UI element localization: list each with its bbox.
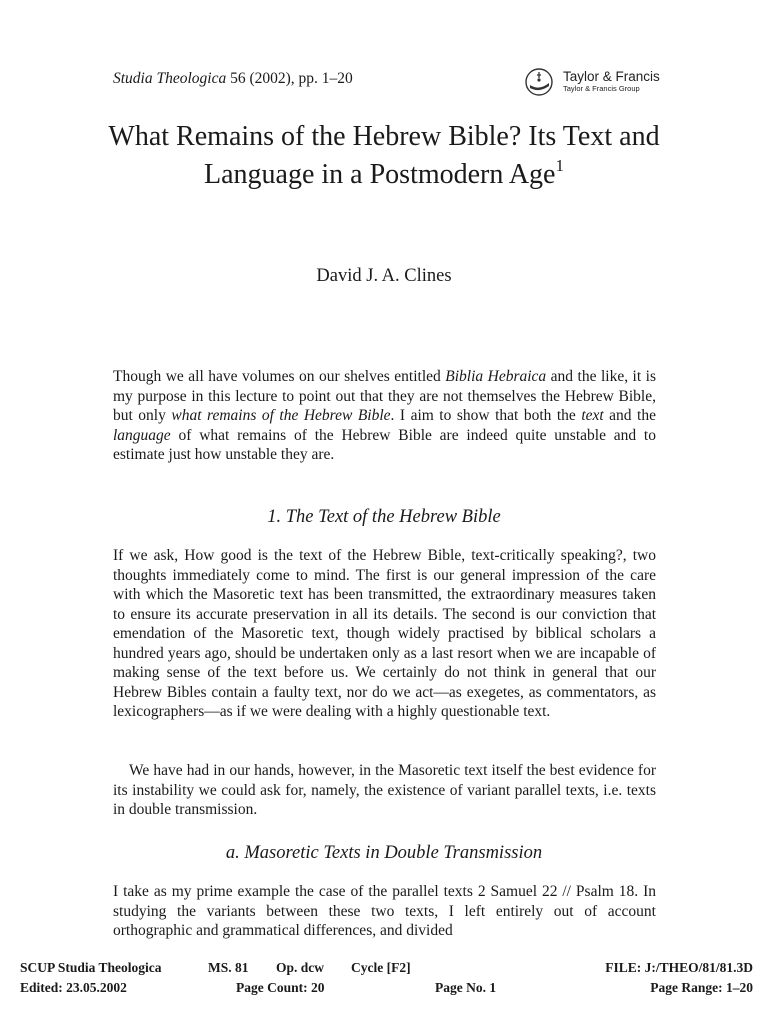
author-name: David J. A. Clines [316, 266, 452, 286]
footer-cycle: Cycle [F2] [351, 960, 411, 975]
footnote-marker: 1 [555, 156, 564, 175]
footer-page-count: Page Count: 20 [236, 980, 325, 995]
footer-journal: SCUP Studia Theologica [20, 960, 162, 975]
journal-citation [113, 70, 353, 88]
body-paragraph: If we ask, How good is the text of the Hebrew Bible, text-critically speaking?, two thoughts immediately come to mind. The first is our general impression of the care with which the Masoretic text has been transmitted, the extraordinary measures taken to ensure its accurate preservation in all its details. The second is our conviction that emendation of the Masoretic text, though widely practised by biblical scholars a hundred years ago, should be undertaken only as a last resort when we are incapable of making sense of the text before us. We certainly do not think in general that our Hebrew Bibles contain a faulty text, nor do we act—as exegetes, as commentators, as lexicographers—as if we were dealing with a highly questionable text. [113, 547, 656, 720]
intro-italic-2: what remains of the Hebrew Bible [171, 407, 391, 424]
article-title [100, 118, 668, 194]
intro-text-3: . I aim to show that both the [390, 407, 582, 424]
body-paragraph: I take as my prime example the case of the parallel texts 2 Samuel 22 // Psalm 18. In studying the variants between these two texts, I left entirely out of account orthographic and grammatical differences, and divided [113, 883, 656, 939]
footer-op: Op. dcw [276, 960, 325, 975]
body-paragraph: We have had in our hands, however, in the Masoretic text itself the best evidence for its instability we could ask for, namely, the existence of variant parallel texts, i.e. texts in double transmission. [113, 762, 656, 818]
journal-volume-pages: 56 (2002), pp. 1–20 [226, 70, 353, 87]
publisher-group: Taylor & Francis Group [563, 84, 640, 93]
footer-edited: Edited: 23.05.2002 [20, 980, 127, 995]
journal-name: Studia Theologica [113, 70, 227, 87]
publisher-name: Taylor & Francis [563, 69, 660, 84]
lamp-icon [523, 66, 559, 98]
subsection-heading: a. Masoretic Texts in Double Transmission [225, 843, 543, 863]
intro-text-1: Though we all have volumes on our shelves entitled [113, 368, 446, 385]
title-text: What Remains of the Hebrew Bible? Its Text and Language in a Postmodern Age [108, 121, 660, 190]
section-heading: 1. The Text of the Hebrew Bible [267, 507, 501, 527]
intro-text-4: and the [603, 407, 656, 424]
footer-page-no: Page No. 1 [435, 980, 497, 995]
intro-text-5: of what remains of the Hebrew Bible are indeed quite unstable and to estimate just how unstable they are. [113, 426, 656, 463]
footer-file: FILE: J:/THEO/81/81.3D [605, 960, 753, 975]
intro-text-2: and the like, it is my purpose in this lecture to point out that they are not themselves the Hebrew Bible, but only [113, 368, 656, 424]
intro-paragraph [113, 367, 656, 465]
intro-italic-3: text [581, 407, 604, 424]
footer-ms: MS. 81 [208, 960, 249, 975]
footer-page-range: Page Range: 1–20 [650, 980, 753, 995]
publisher-logo [523, 66, 660, 98]
intro-italic-1: Biblia Hebraica [445, 368, 547, 385]
intro-italic-4: language [113, 426, 171, 444]
